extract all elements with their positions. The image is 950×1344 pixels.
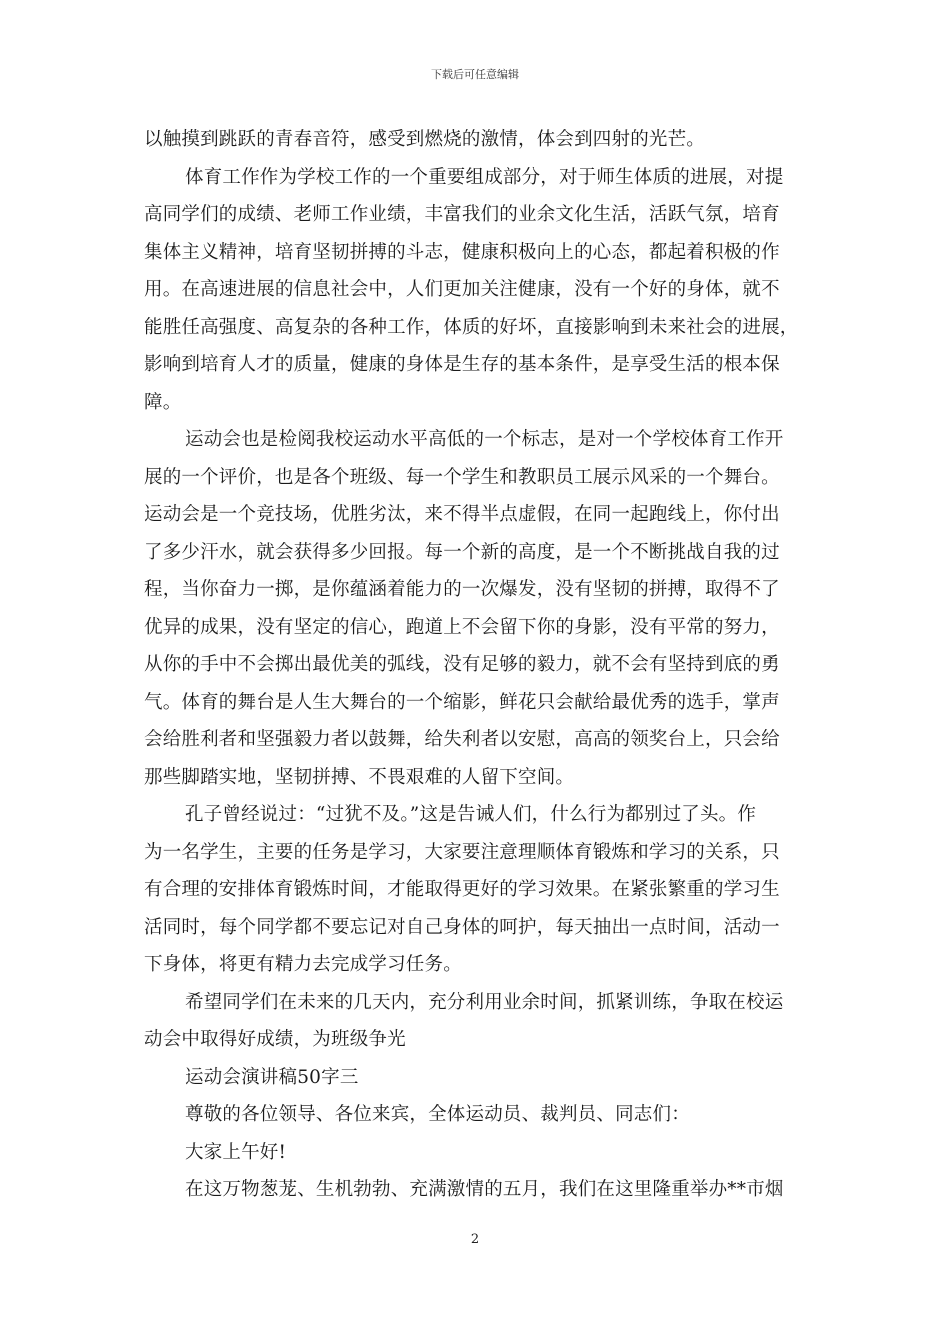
- text-line: 为一名学生，主要的任务是学习，大家要注意理顺体育锻炼和学习的关系，只: [144, 841, 780, 863]
- text-line: 以触摸到跳跃的青春音符，感受到燃烧的激情，体会到四射的光芒。: [144, 129, 706, 150]
- page-number: 2: [470, 1232, 480, 1247]
- text-line: 运动会是一个竞技场，优胜劣汰，来不得半点虚假，在同一起跑线上，你付出: [144, 504, 780, 525]
- greeting: 大家上午好!: [185, 1141, 287, 1163]
- text-line: 障。: [144, 391, 182, 413]
- paragraph-start: 希望同学们在未来的几天内，充分利用业余时间，抓紧训练，争取在校运: [185, 991, 784, 1013]
- text-line: 活同时，每个同学都不要忘记对自己身体的呵护，每天抽出一点时间，活动一: [144, 916, 780, 938]
- text-line: 展的一个评价，也是各个班级、每一个学生和教职员工展示风采的一个舞台。: [144, 466, 780, 488]
- document-body: [144, 121, 809, 1209]
- page-header: 下载后可任意编辑: [431, 68, 519, 81]
- salutation: 尊敬的各位领导、各位来宾，全体运动员、裁判员、同志们：: [185, 1104, 690, 1125]
- text-line: 集体主义精神，培育坚韧拼搏的斗志，健康积极向上的心态，都起着积极的作: [144, 241, 780, 263]
- text-line: 下身体，将更有精力去完成学习任务。: [144, 954, 462, 975]
- text-line: 优异的成果，没有坚定的信心，跑道上不会留下你的身影，没有平常的努力，: [144, 616, 780, 638]
- text-line: 影响到培育人才的质量，健康的身体是生存的基本条件，是享受生活的根本保: [144, 354, 780, 375]
- text-line: 动会中取得好成绩，为班级争光: [144, 1029, 406, 1050]
- text-line: 了多少汗水，就会获得多少回报。每一个新的高度，是一个不断挑战自我的过: [144, 541, 780, 563]
- paragraph-start: 体育工作作为学校工作的一个重要组成部分，对于师生体质的进展，对提: [185, 166, 784, 188]
- section-title: 运动会演讲稿50字三: [185, 1066, 359, 1088]
- text-line: 有合理的安排体育锻炼时间，才能取得更好的学习效果。在紧张繁重的学习生: [144, 879, 780, 900]
- text-line: 能胜任高强度、高复杂的各种工作，体质的好坏，直接影响到未来社会的进展，: [144, 316, 799, 338]
- paragraph-start: 在这万物葱茏、生机勃勃、充满激情的五月，我们在这里隆重举办**市烟: [185, 1179, 784, 1200]
- text-line: 用。在高速进展的信息社会中，人们更加关注健康，没有一个好的身体，就不: [144, 279, 780, 300]
- text-line: 气。体育的舞台是人生大舞台的一个缩影，鲜花只会献给最优秀的选手，掌声: [144, 691, 780, 713]
- text-line: 程，当你奋力一掷，是你蕴涵着能力的一次爆发，没有坚韧的拼搏，取得不了: [144, 579, 780, 600]
- text-line: 会给胜利者和坚强毅力者以鼓舞，给失利者以安慰，高高的领奖台上，只会给: [144, 729, 780, 750]
- paragraph-start: 运动会也是检阅我校运动水平高低的一个标志，是对一个学校体育工作开: [185, 429, 784, 450]
- text-line: 从你的手中不会掷出最优美的弧线，没有足够的毅力，就不会有坚持到底的勇: [144, 654, 780, 675]
- paragraph-start: 孔子曾经说过：“过犹不及。”这是告诫人们，什么行为都别过了头。作: [185, 804, 757, 825]
- text-line: 那些脚踏实地，坚韧拼搏、不畏艰难的人留下空间。: [144, 766, 575, 788]
- text-line: 高同学们的成绩、老师工作业绩，丰富我们的业余文化生活，活跃气氛，培育: [144, 204, 780, 225]
